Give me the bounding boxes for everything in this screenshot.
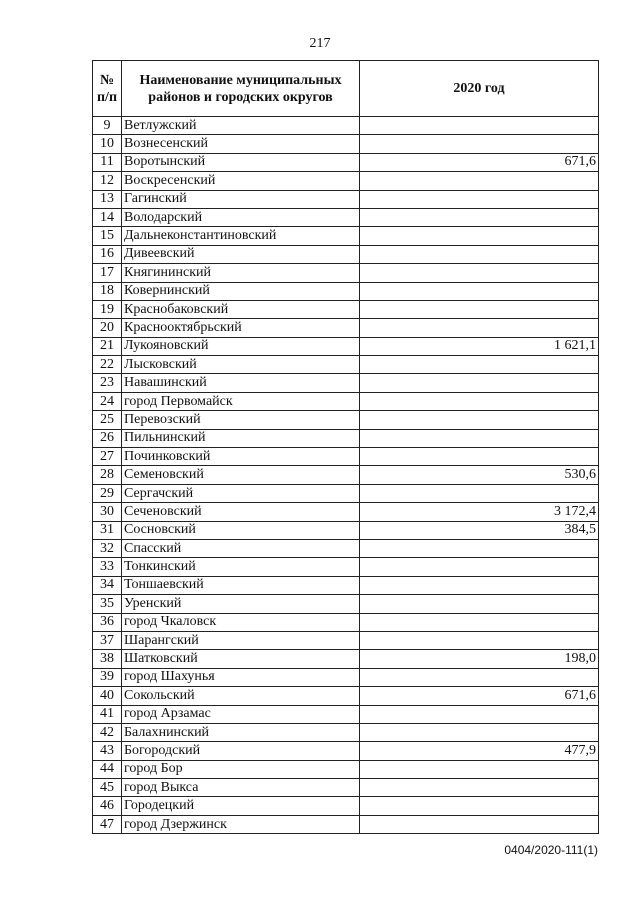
value-2020-cell bbox=[360, 172, 599, 190]
table-row bbox=[93, 300, 599, 318]
row-number-cell: 23 bbox=[93, 374, 122, 392]
table-row bbox=[93, 448, 599, 466]
value-2020-cell bbox=[360, 190, 599, 208]
row-number-cell: 39 bbox=[93, 668, 122, 686]
value-2020-cell bbox=[360, 613, 599, 631]
district-name-cell: Шатковский bbox=[122, 650, 360, 668]
table-row bbox=[93, 429, 599, 447]
value-2020-cell: 198,0 bbox=[360, 650, 599, 668]
table-body bbox=[93, 117, 599, 834]
district-name-cell: Тонкинский bbox=[122, 558, 360, 576]
row-number-cell: 22 bbox=[93, 356, 122, 374]
table-row bbox=[93, 337, 599, 355]
value-2020-cell bbox=[360, 576, 599, 594]
value-2020-cell bbox=[360, 264, 599, 282]
table-row bbox=[93, 135, 599, 153]
table-row bbox=[93, 245, 599, 263]
value-2020-cell bbox=[360, 631, 599, 649]
row-number-cell: 40 bbox=[93, 687, 122, 705]
value-2020-cell bbox=[360, 208, 599, 226]
row-number-cell: 32 bbox=[93, 539, 122, 557]
table-row bbox=[93, 815, 599, 833]
district-name-cell: город Шахунья bbox=[122, 668, 360, 686]
row-number-cell: 33 bbox=[93, 558, 122, 576]
page-number: 217 bbox=[309, 36, 331, 51]
row-number-cell: 29 bbox=[93, 484, 122, 502]
table-row bbox=[93, 392, 599, 410]
row-number-cell: 26 bbox=[93, 429, 122, 447]
table-row bbox=[93, 760, 599, 778]
table-row bbox=[93, 742, 599, 760]
table-row bbox=[93, 374, 599, 392]
table-row bbox=[93, 172, 599, 190]
district-name-cell: Тоншаевский bbox=[122, 576, 360, 594]
value-2020-cell bbox=[360, 595, 599, 613]
table-row bbox=[93, 117, 599, 135]
district-name-cell: город Первомайск bbox=[122, 392, 360, 410]
district-name-cell: Сокольский bbox=[122, 687, 360, 705]
table-row bbox=[93, 411, 599, 429]
district-name-cell: Балахнинский bbox=[122, 723, 360, 741]
row-number-cell: 44 bbox=[93, 760, 122, 778]
value-2020-cell bbox=[360, 797, 599, 815]
table-row bbox=[93, 503, 599, 521]
table-row bbox=[93, 521, 599, 539]
district-name-cell: Починковский bbox=[122, 448, 360, 466]
district-name-cell: Княгининский bbox=[122, 264, 360, 282]
header-name: Наименование муниципальных районов и городских округов bbox=[122, 61, 360, 117]
value-2020-cell: 3 172,4 bbox=[360, 503, 599, 521]
district-name-cell: Сергачский bbox=[122, 484, 360, 502]
row-number-cell: 47 bbox=[93, 815, 122, 833]
row-number-cell: 13 bbox=[93, 190, 122, 208]
table-row bbox=[93, 576, 599, 594]
row-number-cell: 10 bbox=[93, 135, 122, 153]
row-number-cell: 20 bbox=[93, 319, 122, 337]
value-2020-cell bbox=[360, 135, 599, 153]
value-2020-cell bbox=[360, 392, 599, 410]
value-2020-cell bbox=[360, 760, 599, 778]
row-number-cell: 30 bbox=[93, 503, 122, 521]
table-row bbox=[93, 539, 599, 557]
table-row bbox=[93, 595, 599, 613]
row-number-cell: 31 bbox=[93, 521, 122, 539]
row-number-cell: 46 bbox=[93, 797, 122, 815]
district-name-cell: город Дзержинск bbox=[122, 815, 360, 833]
district-name-cell: город Бор bbox=[122, 760, 360, 778]
value-2020-cell: 384,5 bbox=[360, 521, 599, 539]
value-2020-cell bbox=[360, 779, 599, 797]
row-number-cell: 43 bbox=[93, 742, 122, 760]
document-code: 0404/2020-111(1) bbox=[504, 843, 598, 857]
value-2020-cell: 477,9 bbox=[360, 742, 599, 760]
district-name-cell: Перевозский bbox=[122, 411, 360, 429]
header-value: 2020 год bbox=[360, 61, 599, 117]
district-name-cell: Пильнинский bbox=[122, 429, 360, 447]
value-2020-cell bbox=[360, 227, 599, 245]
value-2020-cell bbox=[360, 374, 599, 392]
value-2020-cell bbox=[360, 356, 599, 374]
district-name-cell: Володарский bbox=[122, 208, 360, 226]
row-number-cell: 36 bbox=[93, 613, 122, 631]
value-2020-cell: 1 621,1 bbox=[360, 337, 599, 355]
row-number-cell: 15 bbox=[93, 227, 122, 245]
district-name-cell: Сеченовский bbox=[122, 503, 360, 521]
table-row bbox=[93, 319, 599, 337]
row-number-cell: 16 bbox=[93, 245, 122, 263]
table-row bbox=[93, 208, 599, 226]
table-row bbox=[93, 779, 599, 797]
row-number-cell: 37 bbox=[93, 631, 122, 649]
district-name-cell: Вознесенский bbox=[122, 135, 360, 153]
district-name-cell: Шарангский bbox=[122, 631, 360, 649]
value-2020-cell bbox=[360, 300, 599, 318]
municipal-table bbox=[92, 60, 599, 834]
table-row bbox=[93, 356, 599, 374]
row-number-cell: 21 bbox=[93, 337, 122, 355]
row-number-cell: 12 bbox=[93, 172, 122, 190]
district-name-cell: Дивеевский bbox=[122, 245, 360, 263]
value-2020-cell bbox=[360, 668, 599, 686]
district-name-cell: Спасский bbox=[122, 539, 360, 557]
table-row bbox=[93, 723, 599, 741]
row-number-cell: 27 bbox=[93, 448, 122, 466]
table-row bbox=[93, 797, 599, 815]
value-2020-cell bbox=[360, 723, 599, 741]
table-row bbox=[93, 687, 599, 705]
row-number-cell: 18 bbox=[93, 282, 122, 300]
table-row bbox=[93, 484, 599, 502]
value-2020-cell bbox=[360, 282, 599, 300]
row-number-cell: 38 bbox=[93, 650, 122, 668]
table-row bbox=[93, 558, 599, 576]
district-name-cell: Ковернинский bbox=[122, 282, 360, 300]
row-number-cell: 34 bbox=[93, 576, 122, 594]
table-row bbox=[93, 227, 599, 245]
value-2020-cell: 671,6 bbox=[360, 153, 599, 171]
row-number-cell: 9 bbox=[93, 117, 122, 135]
table-row bbox=[93, 668, 599, 686]
table-row bbox=[93, 264, 599, 282]
district-name-cell: Дальнеконстантиновский bbox=[122, 227, 360, 245]
district-name-cell: Воротынский bbox=[122, 153, 360, 171]
row-number-cell: 45 bbox=[93, 779, 122, 797]
value-2020-cell: 671,6 bbox=[360, 687, 599, 705]
table-row bbox=[93, 282, 599, 300]
district-name-cell: Краснооктябрьский bbox=[122, 319, 360, 337]
table-row bbox=[93, 153, 599, 171]
district-name-cell: Краснобаковский bbox=[122, 300, 360, 318]
row-number-cell: 17 bbox=[93, 264, 122, 282]
row-number-cell: 42 bbox=[93, 723, 122, 741]
district-name-cell: Сосновский bbox=[122, 521, 360, 539]
value-2020-cell bbox=[360, 705, 599, 723]
value-2020-cell: 530,6 bbox=[360, 466, 599, 484]
district-name-cell: город Выкса bbox=[122, 779, 360, 797]
row-number-cell: 11 bbox=[93, 153, 122, 171]
district-name-cell: Богородский bbox=[122, 742, 360, 760]
table-row bbox=[93, 650, 599, 668]
district-name-cell: Уренский bbox=[122, 595, 360, 613]
district-name-cell: Ветлужский bbox=[122, 117, 360, 135]
row-number-cell: 35 bbox=[93, 595, 122, 613]
district-name-cell: город Арзамас bbox=[122, 705, 360, 723]
header-num: № п/п bbox=[93, 61, 122, 117]
value-2020-cell bbox=[360, 429, 599, 447]
table-row bbox=[93, 631, 599, 649]
row-number-cell: 28 bbox=[93, 466, 122, 484]
row-number-cell: 25 bbox=[93, 411, 122, 429]
row-number-cell: 41 bbox=[93, 705, 122, 723]
value-2020-cell bbox=[360, 484, 599, 502]
district-name-cell: Семеновский bbox=[122, 466, 360, 484]
district-name-cell: Гагинский bbox=[122, 190, 360, 208]
row-number-cell: 19 bbox=[93, 300, 122, 318]
value-2020-cell bbox=[360, 558, 599, 576]
row-number-cell: 14 bbox=[93, 208, 122, 226]
table-row bbox=[93, 190, 599, 208]
table-header bbox=[93, 61, 599, 117]
table-row bbox=[93, 613, 599, 631]
district-name-cell: Воскресенский bbox=[122, 172, 360, 190]
row-number-cell: 24 bbox=[93, 392, 122, 410]
value-2020-cell bbox=[360, 319, 599, 337]
value-2020-cell bbox=[360, 245, 599, 263]
district-name-cell: Лукояновский bbox=[122, 337, 360, 355]
district-name-cell: Городецкий bbox=[122, 797, 360, 815]
district-name-cell: город Чкаловск bbox=[122, 613, 360, 631]
district-name-cell: Навашинский bbox=[122, 374, 360, 392]
value-2020-cell bbox=[360, 539, 599, 557]
value-2020-cell bbox=[360, 448, 599, 466]
table-row bbox=[93, 705, 599, 723]
header-row bbox=[93, 61, 599, 117]
district-name-cell: Лысковский bbox=[122, 356, 360, 374]
table-row bbox=[93, 466, 599, 484]
value-2020-cell bbox=[360, 411, 599, 429]
value-2020-cell bbox=[360, 815, 599, 833]
value-2020-cell bbox=[360, 117, 599, 135]
